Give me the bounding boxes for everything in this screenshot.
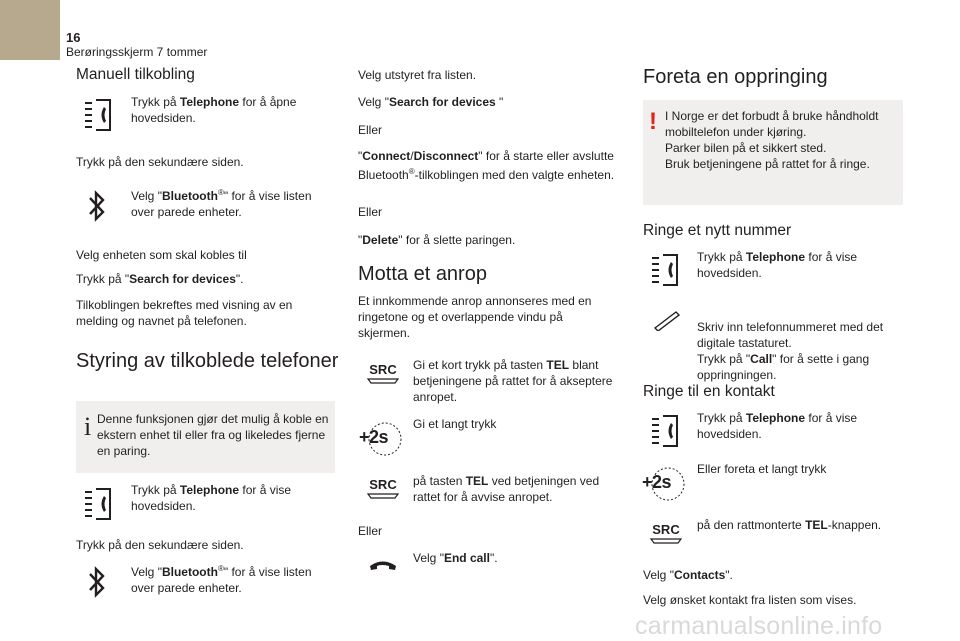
contact-call-title: Ringe til en kontakt [643,383,775,400]
step-telephone-contact: Trykk på Telephone for å vise hovedsiden. [697,411,858,441]
phone-icon [650,414,680,448]
long-press-icon: +2s [642,466,686,502]
step-telephone-open: Trykk på Telephone for å åpne hovedsiden. [131,95,297,125]
page-tab [0,0,60,60]
src-button-icon: SRC [365,477,401,503]
or-text: Eller [358,524,383,538]
end-call-icon [368,557,398,571]
or-text: Eller [358,123,383,137]
page-number: 16 [66,30,81,45]
pencil-icon [652,307,682,331]
delete-text: "Delete" for å slette paringen. [358,233,516,247]
warning-icon: ! [649,108,657,135]
secondary-page-text-2: Trykk på den sekundære siden. [76,538,244,552]
search-devices-select: Velg "Search for devices " [358,95,504,109]
warning-text: I Norge er det forbudt å bruke håndholdt mobiltelefon under kjøring. Parker bilen på et sikkert sted. Bruk betjeningene på rattet for å ringe. [665,109,879,171]
src-button-icon: SRC [648,522,684,548]
dial-number-text: Skriv inn telefonnummeret med det digitale tastaturet. Trykk på "Call" for å sette i gang oppringningen. [697,320,884,382]
connection-confirm-text: Tilkoblingen bekreftes med visning av en melding og navnet på telefonen. [76,298,293,328]
step-telephone-show: Trykk på Telephone for å vise hovedsiden. [131,483,292,513]
manage-phones-title: Styring av tilkoblede telefoner [76,350,339,372]
phone-icon [83,487,113,521]
bluetooth-icon [87,190,107,222]
select-equipment-text: Velg utstyret fra listen. [358,68,477,82]
secondary-page-text: Trykk på den sekundære siden. [76,155,244,169]
step-telephone-new: Trykk på Telephone for å vise hovedsiden. [697,250,858,280]
info-icon: i [84,412,92,441]
phone-icon [650,253,680,287]
incoming-call-title: Motta et anrop [358,263,487,285]
select-contacts-text: Velg "Contacts". [643,568,733,582]
bluetooth-icon [87,566,107,598]
step-bluetooth-2: Velg "Bluetooth®" for å vise listen over parede enheter. [131,564,312,595]
watermark: carmanualsonline.info [635,612,883,640]
phone-icon [83,98,113,132]
new-number-title: Ringe et nytt nummer [643,222,792,239]
search-devices-text: Trykk på "Search for devices". [76,272,244,286]
connect-disconnect-text: "Connect/Disconnect" for å starte eller avslutte Bluetooth®-tilkoblingen med den valgte enheten. [358,149,615,182]
manual-connection-title: Manuell tilkobling [76,66,195,83]
short-press-accept-text: Gi et kort trykk på tasten TEL blant betjeningene på rattet for å akseptere anropet. [413,358,613,404]
or-text: Eller [358,205,383,219]
incoming-call-text: Et innkommende anrop annonseres med en ringetone og et overlappende vindu på skjermen. [358,294,592,340]
long-press-icon: +2s [359,421,403,457]
make-call-title: Foreta en oppringing [643,66,828,88]
step-bluetooth: Velg "Bluetooth®" for å vise listen over parede enheter. [131,188,312,219]
long-press-text: Gi et langt trykk [413,417,497,431]
reject-call-text: på tasten TEL ved betjeningen ved rattet for å avvise anropet. [413,474,600,504]
select-device-text: Velg enheten som skal kobles til [76,248,247,262]
src-button-icon: SRC [365,362,401,388]
end-call-text: Velg "End call". [413,551,498,565]
info-text: Denne funksjonen gjør det mulig å koble en ekstern enhet til eller fra og likeledes fjerne en paring. [97,412,329,458]
long-press-text-2: Eller foreta et langt trykk [697,462,827,476]
tel-button-text: på den rattmonterte TEL-knappen. [697,518,882,532]
select-contact-list-text: Velg ønsket kontakt fra listen som vises. [643,593,857,607]
page-header: Berøringsskjerm 7 tommer [66,45,208,59]
